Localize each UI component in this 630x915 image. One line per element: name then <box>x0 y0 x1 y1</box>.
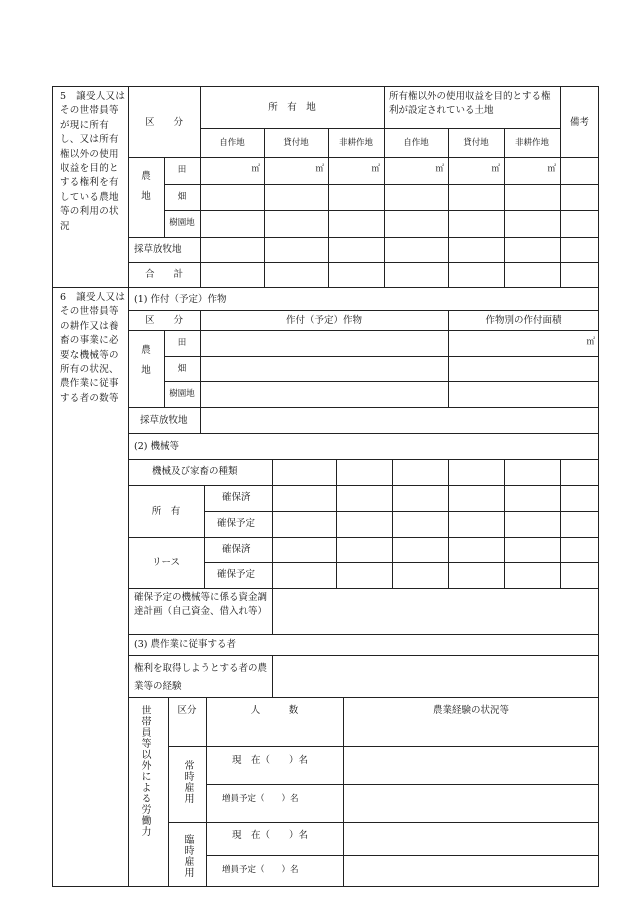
ta: 田 <box>177 338 187 348</box>
unit-5: ㎡ <box>491 164 500 174</box>
row-ta: 田 <box>177 165 187 175</box>
sub-col-1: 自作地 <box>219 138 245 148</box>
zouin-1: 増員予定（ ）名 <box>222 794 299 804</box>
rinji: 臨時雇用 <box>182 834 193 878</box>
sub-col-4: 自作地 <box>403 138 429 148</box>
kakuho-yotei-1: 確保予定 <box>217 518 256 529</box>
unit-6: ㎡ <box>547 164 556 174</box>
section5-title: 5 譲受人又はその世帯員等が現に所有し、又は所有権以外の使用収益を目的とする権利を有している農地等の利用の状況 <box>60 91 126 232</box>
row-juen: 樹園地 <box>169 218 195 228</box>
kubun: 区 分 <box>144 315 183 326</box>
sub2-title: (2) 機械等 <box>134 441 179 452</box>
section6-title: 6 譲受人又はその世帯員等の耕作又は養畜の事業に必要な機械等の所有の状況、農作業に従事する者の数等 <box>60 292 126 404</box>
unit-4: ㎡ <box>435 164 444 174</box>
joji: 常時雇用 <box>182 760 193 804</box>
kakuho-zumi-2: 確保済 <box>222 544 251 555</box>
lease: リース <box>151 557 181 568</box>
kikai-shurui: 機械及び家畜の種類 <box>152 466 238 477</box>
form-frame <box>52 86 599 887</box>
row-hata: 畑 <box>177 192 187 202</box>
unit-1: ㎡ <box>251 164 260 174</box>
genzai-1: 現 在（ ）名 <box>232 755 309 766</box>
col-kubun: 区 分 <box>144 117 183 128</box>
col-kenri: 所有権以外の使用収益を目的とする権利が設定されている土地 <box>389 91 551 116</box>
kakuho-zumi-1: 確保済 <box>222 492 251 503</box>
nochi: 農 地 <box>141 345 151 376</box>
sub3-title: (3) 農作業に従事する者 <box>134 639 236 650</box>
kubun2: 区分 <box>177 705 197 716</box>
menseki: 作物別の作付面積 <box>485 315 562 326</box>
shoyu: 所 有 <box>151 506 181 517</box>
unit-m2: ㎡ <box>586 337 595 347</box>
hata: 畑 <box>177 364 187 374</box>
roudou: 世帯員等以外による労働力 <box>139 705 150 837</box>
row-gokei: 合 計 <box>144 269 183 280</box>
sakutsuke: 作付（予定）作物 <box>285 315 362 326</box>
col-biko: 備考 <box>569 117 589 128</box>
unit-3: ㎡ <box>371 164 380 174</box>
col-shoyu: 所 有 地 <box>268 102 316 113</box>
shikin: 確保予定の機械等に係る資金調達計画（自己資金、借入れ等） <box>134 592 268 617</box>
keiken: 権利を取得しようとする者の農業等の経験 <box>134 663 268 692</box>
sub1-title: (1) 作付（予定）作物 <box>134 294 227 305</box>
sub-col-2: 貸付地 <box>283 138 309 148</box>
genzai-2: 現 在（ ）名 <box>232 830 309 841</box>
ninzu: 人 数 <box>250 705 299 716</box>
kakuho-yotei-2: 確保予定 <box>217 569 256 580</box>
sub-col-5: 貸付地 <box>463 138 489 148</box>
unit-2: ㎡ <box>315 164 324 174</box>
row-saiso: 採草放牧地 <box>134 244 182 255</box>
sub-col-6: 非耕作地 <box>514 138 549 148</box>
sub-col-3: 非耕作地 <box>338 138 373 148</box>
row-nochi: 農 地 <box>141 171 151 202</box>
juen: 樹園地 <box>169 389 195 399</box>
keiken-jokyo: 農業経験の状況等 <box>432 705 509 716</box>
saiso: 採草放牧地 <box>140 415 188 426</box>
zouin-2: 増員予定（ ）名 <box>222 865 299 875</box>
